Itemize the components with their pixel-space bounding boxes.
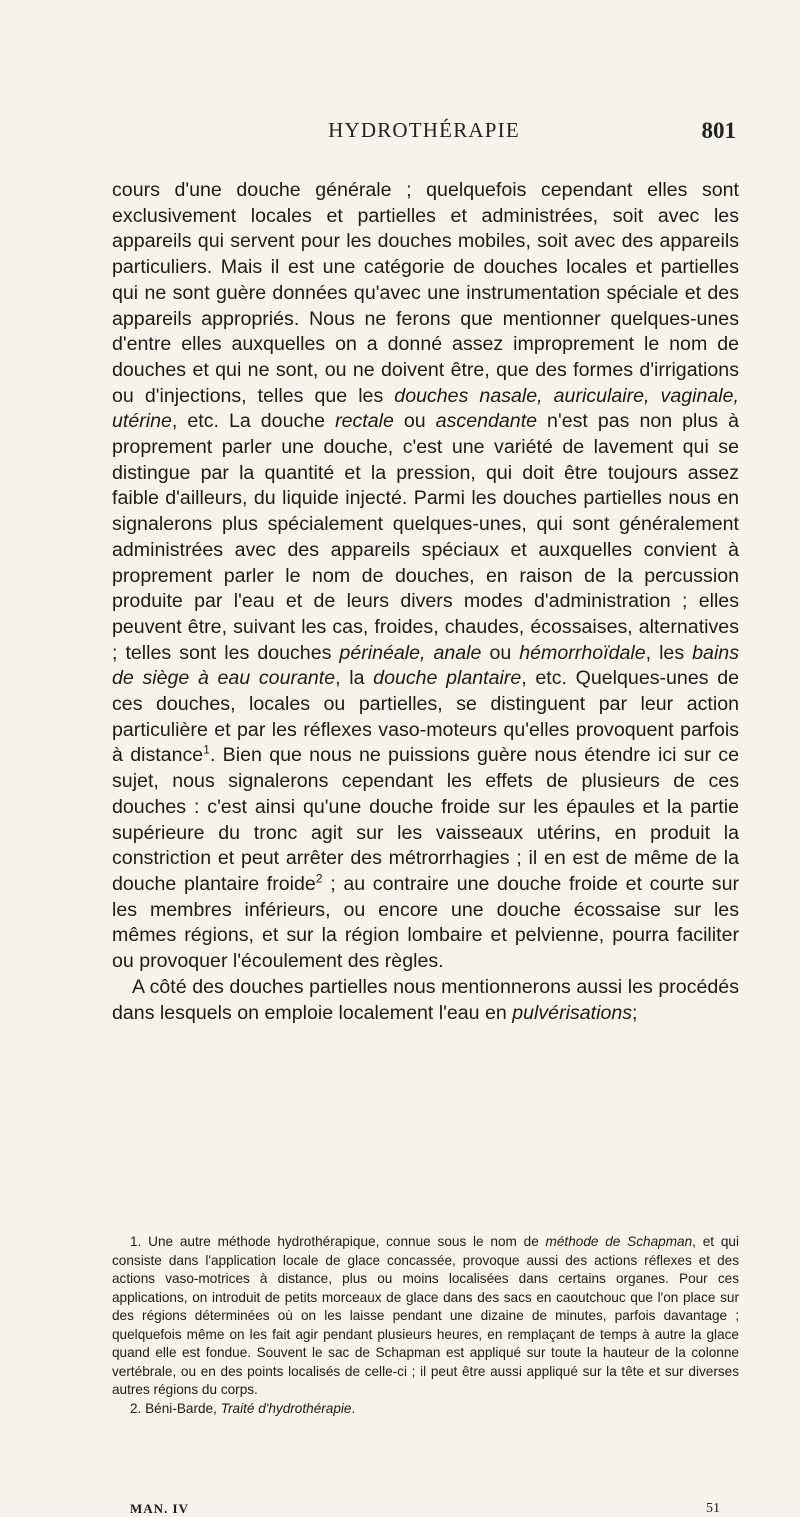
footnote-1: 1. Une autre méthode hydrothérapique, connue sous le nom de méthode de Schapman, et qui consiste dans l'application locale de glace concassée, provoque aussi des actions réflexes et des actions vaso-motrices à distance, plus ou moins localisées dans certains organes. Pour ces applications, on introduit de petits morceaux de glace dans des sacs en caoutchouc que l'on place sur des régions déterminées où on les laisse pendant une dizaine de minutes, parfois davantage ; quelquefois même on les fait agir pendant plusieurs heures, en remplaçant de temps à autre la glace quand elle est fondue. Souvent le sac de Schapman est appliqué sur toute la hauteur de la colonne vertébrale, ou en des points localisés de celle-ci ; il peut être aussi appliqué sur la tête et sur diverses autres régions du corps. — [112, 1234, 739, 1397]
footnotes — [112, 1233, 739, 1418]
page-number: 801 — [701, 118, 736, 143]
footnote-ref-2[interactable]: 2 — [315, 871, 323, 886]
paragraph-2: A côté des douches partielles nous mentionnerons aussi les procédés dans lesquels on emploie localement l'eau en pulvérisations; — [112, 975, 739, 1024]
body-text — [112, 178, 739, 1026]
running-title: HYDROTHÉRAPIE — [328, 118, 520, 142]
footnote-ref-1[interactable]: 1 — [203, 742, 210, 757]
printer-signature: MAN. IV — [130, 1501, 189, 1516]
page-header — [112, 118, 736, 158]
sheet-number: 51 — [706, 1501, 720, 1516]
paragraph-1: cours d'une douche générale ; quelquefois cependant elles sont exclusivement locales et partielles et administrées, soit avec les appareils qui servent pour les douches mobiles, soit avec des appareils particuliers. Mais il est une catégorie de douches locales et partielles qui ne sont guère données qu'avec une instrumentation spéciale et des appareils appropriés. Nous ne ferons que mentionner quelques-unes d'entre elles auxquelles on a donné assez improprement le nom de douches et qui ne sont, ou ne doivent être, que des formes d'irrigations ou d'injections, telles que les douches nasale, auriculaire, vaginale, utérine, etc. La douche rectale ou ascendante n'est pas non plus à proprement parler une douche, c'est une variété de lavement qui se distingue par la quantité et la pression, qui doit être toujours assez faible d'ailleurs, du liquide injecté. Parmi les douches partielles nous en signalerons plus spécialement quelques-unes, qui sont généralement administrées avec des appareils spéciaux et auxquelles convient à proprement parler le nom de douches, en raison de la percussion produite par l'eau et de leurs divers modes d'administration ; elles peuvent être, suivant les cas, froides, chaudes, écossaises, alternatives ; telles sont les douches périnéale, anale ou hémorrhoïdale, les bains de siège à eau courante, la douche plantaire, etc. Quelques-unes de ces douches, locales ou partielles, se distinguent par leur action particulière et par les réflexes vaso-moteurs qu'elles provoquent parfois à distance$^1$. Bien que nous ne puissions guère nous étendre ici sur ce sujet, nous signalerons cependant les effets de plusieurs de ces douches : c'est ainsi qu'une douche froide sur les épaules et la partie supérieure du tronc agit sur les vaisseaux utérins, en produit la constriction et peut arrêter des métrorrhagies ; il en est de même de la douche plantaire froide$^2$ ; au contraire une douche froide et courte sur les membres inférieurs, ou encore une douche écossaise sur les mêmes régions, et sur la région lombaire et pelvienne, pourra faciliter ou provoquer l'écoulement des règles. — [112, 179, 740, 973]
footnote-2: 2. Béni-Barde, Traité d'hydrothérapie. — [130, 1400, 356, 1416]
